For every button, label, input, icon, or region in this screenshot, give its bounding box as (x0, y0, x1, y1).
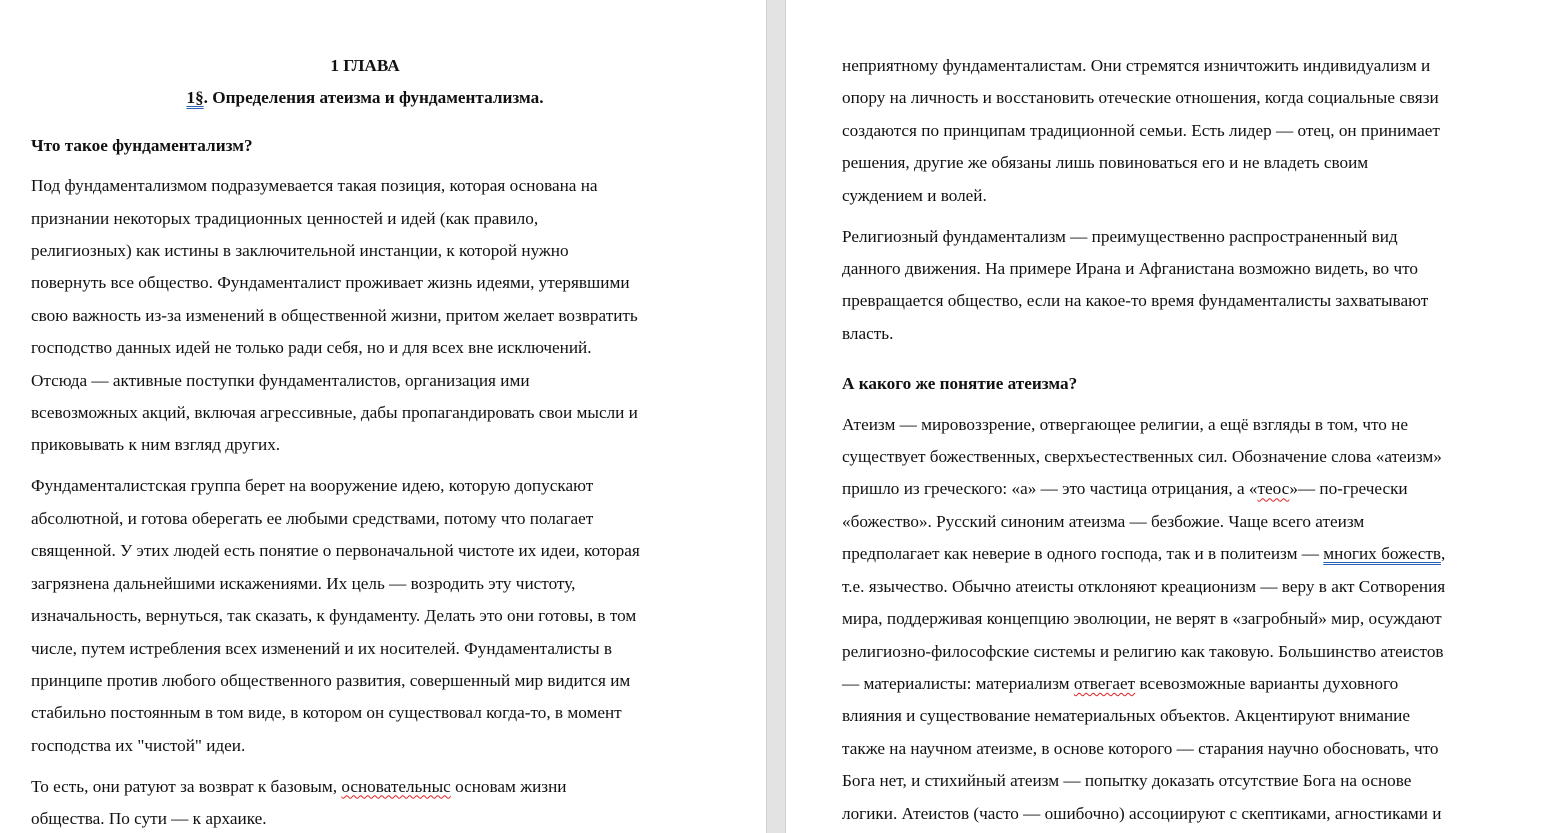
text-line: Религиозный фундаментализм — преимущественно распространенный вид (842, 226, 1398, 246)
text-segment: всевозможные варианты духовного (1135, 673, 1399, 693)
text-segment: »— по-гречески (1289, 479, 1408, 499)
text-line: свою важность из-за изменений в общественной жизни, притом желает возвратить (31, 305, 638, 325)
text-line: религиозно-философские системы и религию как таковую. Большинство атеистов (842, 641, 1444, 661)
page-body-left (31, 50, 699, 833)
text-line (842, 473, 1508, 505)
text-line: власть. (842, 323, 894, 343)
text-line (842, 668, 1508, 700)
paragraph-right-2 (842, 221, 1508, 351)
paragraph-right-3 (842, 409, 1508, 830)
text-line: опору на личность и восстановить отеческие отношения, когда социальные связи (842, 88, 1439, 108)
spelling-error-word[interactable]: теос (1257, 479, 1290, 499)
paragraph-right-1 (842, 50, 1508, 212)
text-line (842, 538, 1508, 570)
text-line: приковывать к ним взгляд других. (31, 435, 281, 455)
text-segment: То есть, они ратуют за возврат к базовым, (31, 776, 342, 796)
text-line: религиозных) как истины в заключительной инстанции, к которой нужно (31, 241, 569, 261)
section-title: . Определения атеизма и фундаментализма. (203, 88, 544, 108)
text-line: повернуть все общество. Фундаменталист проживает жизнь идеями, утерявшими (31, 273, 630, 293)
text-line: данного движения. На примере Ирана и Афганистана возможно видеть, во что (842, 259, 1418, 279)
text-segment: основам жизни (450, 776, 567, 796)
text-line: создаются по принципам традиционной семьи. Есть лидер — отец, он принимает (842, 120, 1440, 140)
text-line: принципе против любого общественного развития, совершенный мир видится им (31, 670, 631, 690)
text-line: т.е. язычество. Обычно атеисты отклоняют креационизм — веру в акт Сотворения (842, 576, 1446, 596)
text-line: превращается общество, если на какое-то время фундаменталисты захватывают (842, 291, 1429, 311)
text-line (31, 771, 699, 803)
subheading-fundamentalism: Что такое фундаментализм? (31, 135, 253, 155)
text-line: логики. Атеистов (часто — ошибочно) ассоциируют с скептиками, агностиками и (842, 803, 1442, 823)
document-page-right[interactable] (786, 0, 1546, 833)
spelling-error-word[interactable]: основательныс (341, 776, 451, 796)
text-segment: , (1440, 544, 1446, 564)
paragraph-left-2 (31, 470, 699, 762)
text-segment: — материалисты: материализм (842, 673, 1074, 693)
text-line: числе, путем истребления всех изменений и их носителей. Фундаменталисты в (31, 638, 612, 658)
text-line: Отсюда — активные поступки фундаменталистов, организация ими (31, 370, 530, 390)
section-heading (31, 82, 699, 114)
text-line: Атеизм — мировоззрение, отвергающее религии, а ещё взгляды в том, что не (842, 414, 1408, 434)
text-line: неприятному фундаменталистам. Они стремятся изничтожить индивидуализм и (842, 56, 1431, 75)
text-line: священной. У этих людей есть понятие о первоначальной чистоте их идеи, которая (31, 541, 640, 561)
text-line: всевозможных акций, включая агрессивные, дабы пропагандировать свои мысли и (31, 403, 638, 423)
text-line: решения, другие же обязаны лишь повиноваться его и не владеть своим (842, 153, 1369, 173)
text-segment: предполагает как неверие в одного господа, так и в политеизм — (842, 544, 1324, 564)
page-body-right (842, 50, 1508, 833)
text-line: общества. По сути — к архаике. (31, 809, 267, 829)
chapter-heading: 1 ГЛАВА (330, 56, 400, 75)
text-line: мира, поддерживая концепцию эволюции, не верят в «загробный» мир, осуждают (842, 609, 1442, 629)
spelling-error-word[interactable]: отвегает (1073, 673, 1136, 693)
text-line: господства их "чистой" идеи. (31, 735, 246, 755)
text-line: загрязнена дальнейшими искажениями. Их цель — возродить эту чистоту, (31, 573, 576, 593)
paragraph-left-3 (31, 771, 699, 833)
text-line: также на научном атеизме, в основе которого — старания научно обосновать, что (842, 738, 1439, 758)
page-separator (766, 0, 786, 833)
text-line: Бога нет, и стихийный атеизм — попытку доказать отсутствие Бога на основе (842, 771, 1412, 791)
text-line: стабильно постоянным в том виде, в котором он существовал когда-то, в момент (31, 703, 622, 723)
text-line: изначальность, вернуться, так сказать, к фундаменту. Делать это они готовы, в том (31, 606, 637, 626)
text-line: существует божественных, сверхъестественных сил. Обозначение слова «атеизм» (842, 447, 1442, 467)
text-line: «божество». Русский синоним атеизма — безбожие. Чаще всего атеизм (842, 511, 1365, 531)
text-line: абсолютной, и готова оберегать ее любыми средствами, потому что полагает (31, 508, 594, 528)
text-line: господство данных идей не только ради себя, но и для всех вне исключений. (31, 338, 592, 358)
text-line: Фундаменталистская группа берет на вооружение идею, которую допускают (31, 476, 594, 496)
subheading-atheism: А какого же понятие атеизма? (842, 374, 1078, 394)
document-page-left[interactable] (0, 0, 766, 833)
section-number: 1§ (186, 88, 204, 108)
text-line: влияния и существование нематериальных объектов. Акцентируют внимание (842, 706, 1410, 726)
paragraph-left-1 (31, 170, 699, 462)
text-line: суждением и волей. (842, 185, 987, 205)
text-line: признании некоторых традиционных ценностей и идей (как правило, (31, 208, 539, 228)
grammar-error-phrase[interactable]: многих божеств (1323, 544, 1441, 564)
text-line: Под фундаментализмом подразумевается такая позиция, которая основана на (31, 176, 598, 196)
text-segment: пришло из греческого: «а» — это частица отрицания, а « (842, 479, 1258, 499)
